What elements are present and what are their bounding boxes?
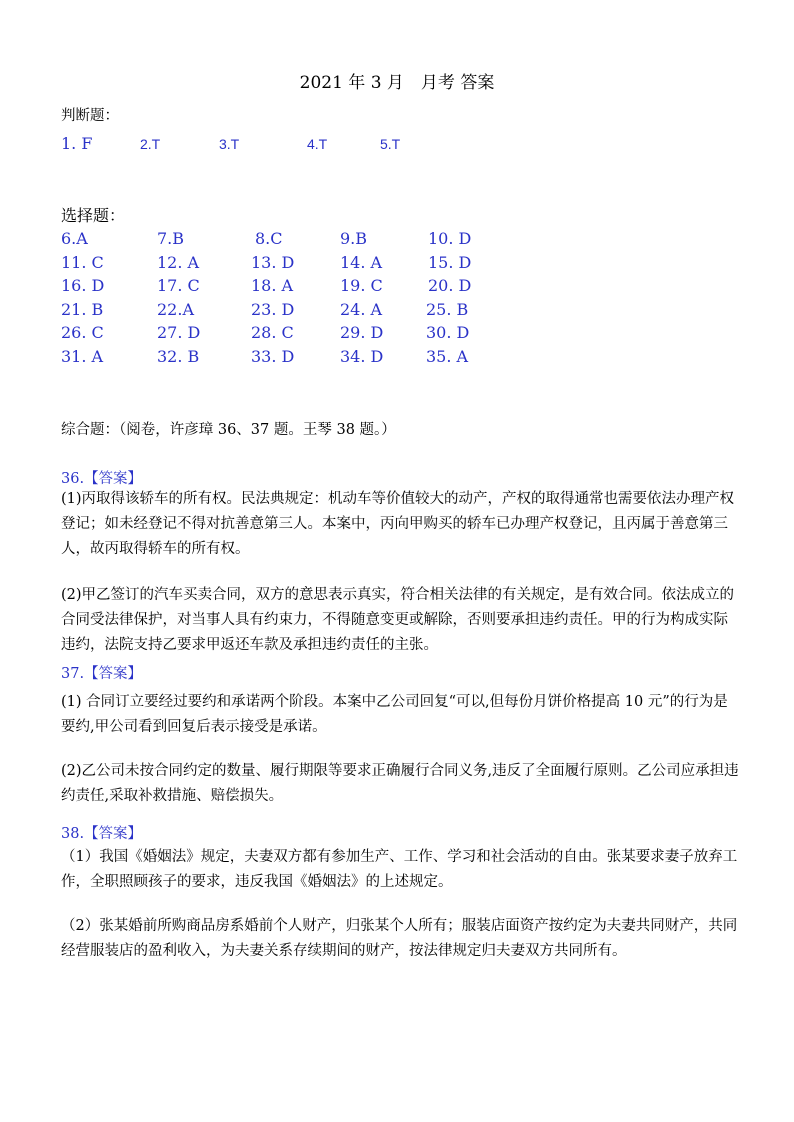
mc-row bbox=[61, 229, 501, 253]
mc-answer: 21. B bbox=[61, 299, 104, 319]
mc-row bbox=[61, 253, 501, 277]
mc-answer: 29. D bbox=[340, 323, 384, 342]
mc-answer: 32. B bbox=[157, 346, 200, 366]
comprehensive-heading: 综合题：（阅卷，许彦璋 36、37 题。王琴 38 题。） bbox=[61, 422, 396, 438]
tf-answer-2: 2.T bbox=[140, 136, 161, 152]
tf-answer-1: 1. F bbox=[61, 134, 93, 153]
mc-answer: 7.B bbox=[157, 229, 185, 248]
mc-answer: 33. D bbox=[251, 346, 295, 366]
mc-answer: 8.C bbox=[255, 229, 283, 248]
mc-answer: 34. D bbox=[340, 346, 384, 366]
mc-answer: 6.A bbox=[61, 229, 88, 248]
mc-answer: 22.A bbox=[157, 299, 194, 319]
mc-answer: 19. C bbox=[340, 276, 383, 295]
mc-answer: 10. D bbox=[428, 229, 472, 248]
mc-answer: 17. C bbox=[157, 276, 200, 295]
mc-answer: 12. A bbox=[157, 252, 200, 272]
mc-answer: 31. A bbox=[61, 346, 104, 366]
mc-answer: 14. A bbox=[340, 252, 383, 272]
mc-answer: 27. D bbox=[157, 323, 201, 342]
mc-answer: 28. C bbox=[251, 323, 294, 342]
q37-part2: (2)乙公司未按合同约定的数量、履行期限等要求正确履行合同义务,违反了全面履行原则。乙公司应承担违约责任,采取补救措施、赔偿损失。 bbox=[61, 763, 739, 804]
q38-label: 38.【答案】 bbox=[61, 826, 143, 842]
mc-row bbox=[61, 300, 501, 324]
q36-part2: (2)甲乙签订的汽车买卖合同，双方的意思表示真实，符合相关法律的有关规定，是有效合同。依法成立的合同受法律保护，对当事人具有约束力，不得随意变更或解除，否则要承担违约责任。甲的行为构成实际违约，法院支持乙要求甲返还车款及承担违约责任的主张。 bbox=[61, 587, 735, 653]
mc-row bbox=[61, 347, 501, 371]
mc-answer: 35. A bbox=[426, 346, 469, 366]
tf-answer-3: 3.T bbox=[219, 136, 240, 152]
mc-answer: 15. D bbox=[428, 252, 472, 272]
q38-part2: （2）张某婚前所购商品房系婚前个人财产，归张某个人所有；服装店面资产按约定为夫妻共同财产，共同经营服装店的盈利收入，为夫妻关系存续期间的财产，按法律规定归夫妻双方共同所有。 bbox=[61, 918, 738, 959]
mc-answer: 9.B bbox=[340, 229, 368, 248]
q36-label: 36.【答案】 bbox=[61, 471, 143, 487]
true-false-heading: 判断题： bbox=[61, 108, 119, 124]
mc-row bbox=[61, 276, 501, 300]
mc-answer: 23. D bbox=[251, 299, 295, 319]
multiple-choice-heading: 选择题： bbox=[61, 206, 126, 225]
q36-part1: (1)丙取得该轿车的所有权。民法典规定：机动车等价值较大的动产，产权的取得通常也需要依法办理产权登记；如未经登记不得对抗善意第三人。本案中，丙向甲购买的轿车已办理产权登记，且丙属于善意第三人，故丙取得轿车的所有权。 bbox=[61, 491, 735, 557]
mc-answer: 24. A bbox=[340, 299, 383, 319]
tf-answer-4: 4.T bbox=[307, 136, 328, 152]
mc-answer: 26. C bbox=[61, 323, 104, 342]
multiple-choice-grid bbox=[61, 229, 501, 370]
tf-answer-5: 5.T bbox=[380, 136, 401, 152]
q37-label: 37.【答案】 bbox=[61, 666, 143, 682]
mc-answer: 16. D bbox=[61, 276, 105, 295]
mc-row bbox=[61, 323, 501, 347]
mc-answer: 30. D bbox=[426, 323, 470, 342]
mc-answer: 20. D bbox=[428, 276, 472, 295]
mc-answer: 18. A bbox=[251, 276, 294, 295]
mc-answer: 25. B bbox=[426, 299, 469, 319]
mc-answer: 13. D bbox=[251, 252, 295, 272]
q37-part1: (1) 合同订立要经过要约和承诺两个阶段。本案中乙公司回复“可以,但每份月饼价格提高 10 元”的行为是要约,甲公司看到回复后表示接受是承诺。 bbox=[61, 694, 728, 735]
q38-part1: （1）我国《婚姻法》规定，夫妻双方都有参加生产、工作、学习和社会活动的自由。张某要求妻子放弃工作，全职照顾孩子的要求，违反我国《婚姻法》的上述规定。 bbox=[61, 849, 738, 890]
page-title: 2021 年 3 月 月考 答案 bbox=[299, 73, 495, 93]
mc-answer: 11. C bbox=[61, 252, 104, 272]
